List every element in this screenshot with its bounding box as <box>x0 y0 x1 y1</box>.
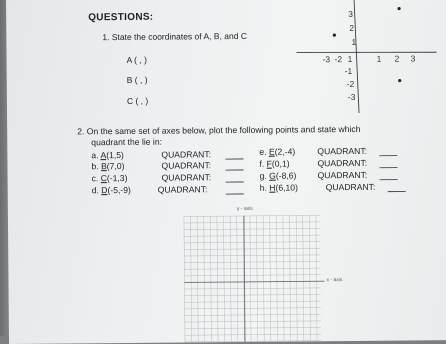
grid-line-horizontal <box>184 255 320 256</box>
q2-item-c: c. C(-1,3) <box>92 173 128 183</box>
q1-answer-c: C ( , ) <box>127 96 148 106</box>
grid-line-horizontal <box>184 215 320 216</box>
grid-line-horizontal <box>184 235 320 236</box>
q2-item-c-quadrant-label: QUADRANT: <box>162 172 212 182</box>
grid-line-horizontal <box>184 228 320 229</box>
y-tick-2: 2 <box>349 23 354 33</box>
q2-item-b: b. B(7,0) <box>91 161 124 171</box>
questions-heading: QUESTIONS: <box>88 12 153 24</box>
q2-item-g-quadrant-label: QUADRANT: <box>318 170 368 180</box>
q2-item-d-quadrant-label: QUADRANT: <box>158 184 208 194</box>
q2-item-a: a. A(1,5) <box>91 150 124 160</box>
grid-line-vertical <box>283 216 284 342</box>
x-tick-3: 3 <box>411 53 416 63</box>
y-tick-neg1: -1 <box>345 66 353 76</box>
grid-line-vertical <box>191 216 192 342</box>
y-axis-label: y - axis <box>237 206 253 212</box>
y-tick-3: 3 <box>348 9 353 19</box>
q1-prompt: 1. State the coordinates of A, B, and C <box>102 31 247 42</box>
x-tick-1b: 1 <box>377 54 382 64</box>
y-tick-neg3: -3 <box>348 92 356 102</box>
x-tick-neg3: -3 <box>323 54 331 64</box>
q2-item-f-quadrant-label: QUADRANT: <box>317 158 367 168</box>
x-tick-neg2: -2 <box>335 54 343 64</box>
grid-line-vertical <box>290 216 291 342</box>
grid-line-horizontal <box>184 248 320 249</box>
grid-line-vertical <box>237 216 238 342</box>
grid-line-vertical <box>296 215 297 341</box>
y-tick-1: 1 <box>351 37 356 47</box>
grid-line-vertical <box>210 216 211 342</box>
q2-item-h: h. H(6,10) <box>260 182 298 192</box>
grid-line-vertical <box>263 216 264 342</box>
grid-line-horizontal <box>185 327 321 328</box>
q2-prompt-line2: quadrant the lie in: <box>91 137 162 148</box>
x-tick-1a: 1 <box>348 54 353 64</box>
x-tick-2: 2 <box>395 54 400 64</box>
grid-line-vertical <box>316 215 317 341</box>
q2-item-a-quadrant-label: QUADRANT: <box>161 149 211 159</box>
grid-line-horizontal <box>184 261 320 262</box>
q1-answer-a: A ( , ) <box>127 55 147 65</box>
grid-line-vertical <box>257 216 258 342</box>
grid-line-horizontal <box>184 242 320 243</box>
y-tick-neg2: -2 <box>347 79 355 89</box>
grid-line-vertical <box>224 216 225 342</box>
q2-item-f: f. F(0,1) <box>259 159 289 169</box>
q2-item-d: d. D(-5,-9) <box>92 185 131 195</box>
q2-prompt-line1: 2. On the same set of axes below, plot the following points and state which <box>77 124 360 136</box>
grid-line-vertical <box>303 215 304 341</box>
grid-line-horizontal <box>184 275 320 276</box>
grid-line-horizontal <box>185 321 321 322</box>
grid-line-horizontal <box>184 268 320 269</box>
q2-graph-paper <box>6 0 446 344</box>
grid-line-horizontal <box>185 308 321 309</box>
q1-answer-b: B ( , ) <box>127 75 148 85</box>
grid-line-vertical <box>204 216 205 342</box>
grid-line-horizontal <box>185 294 321 295</box>
q2-item-g: g. G(-8,6) <box>260 170 297 180</box>
grid-line-vertical <box>217 216 218 342</box>
grid-line-vertical <box>250 216 251 342</box>
worksheet-page <box>6 0 446 344</box>
grid-line-vertical <box>270 216 271 342</box>
grid-line-horizontal <box>185 341 321 342</box>
q2-item-h-quadrant-label: QUADRANT: <box>326 182 376 192</box>
grid-line-horizontal <box>185 301 321 302</box>
grid-line-vertical <box>184 216 185 342</box>
grid-line-vertical <box>197 216 198 342</box>
q2-item-e: e. E(2,-4) <box>259 146 295 156</box>
grid-line-horizontal <box>184 222 320 223</box>
grid-line-vertical <box>309 215 310 341</box>
q2-item-e-quadrant-label: QUADRANT: <box>317 146 367 156</box>
grid-line-horizontal <box>185 334 321 335</box>
x-axis-label: x - axis <box>326 277 342 283</box>
grid-line-horizontal <box>185 288 321 289</box>
grid-line-vertical <box>230 216 231 342</box>
grid-line-horizontal <box>185 314 321 315</box>
grid-line-vertical <box>276 216 277 342</box>
q2-item-b-quadrant-label: QUADRANT: <box>161 160 211 170</box>
